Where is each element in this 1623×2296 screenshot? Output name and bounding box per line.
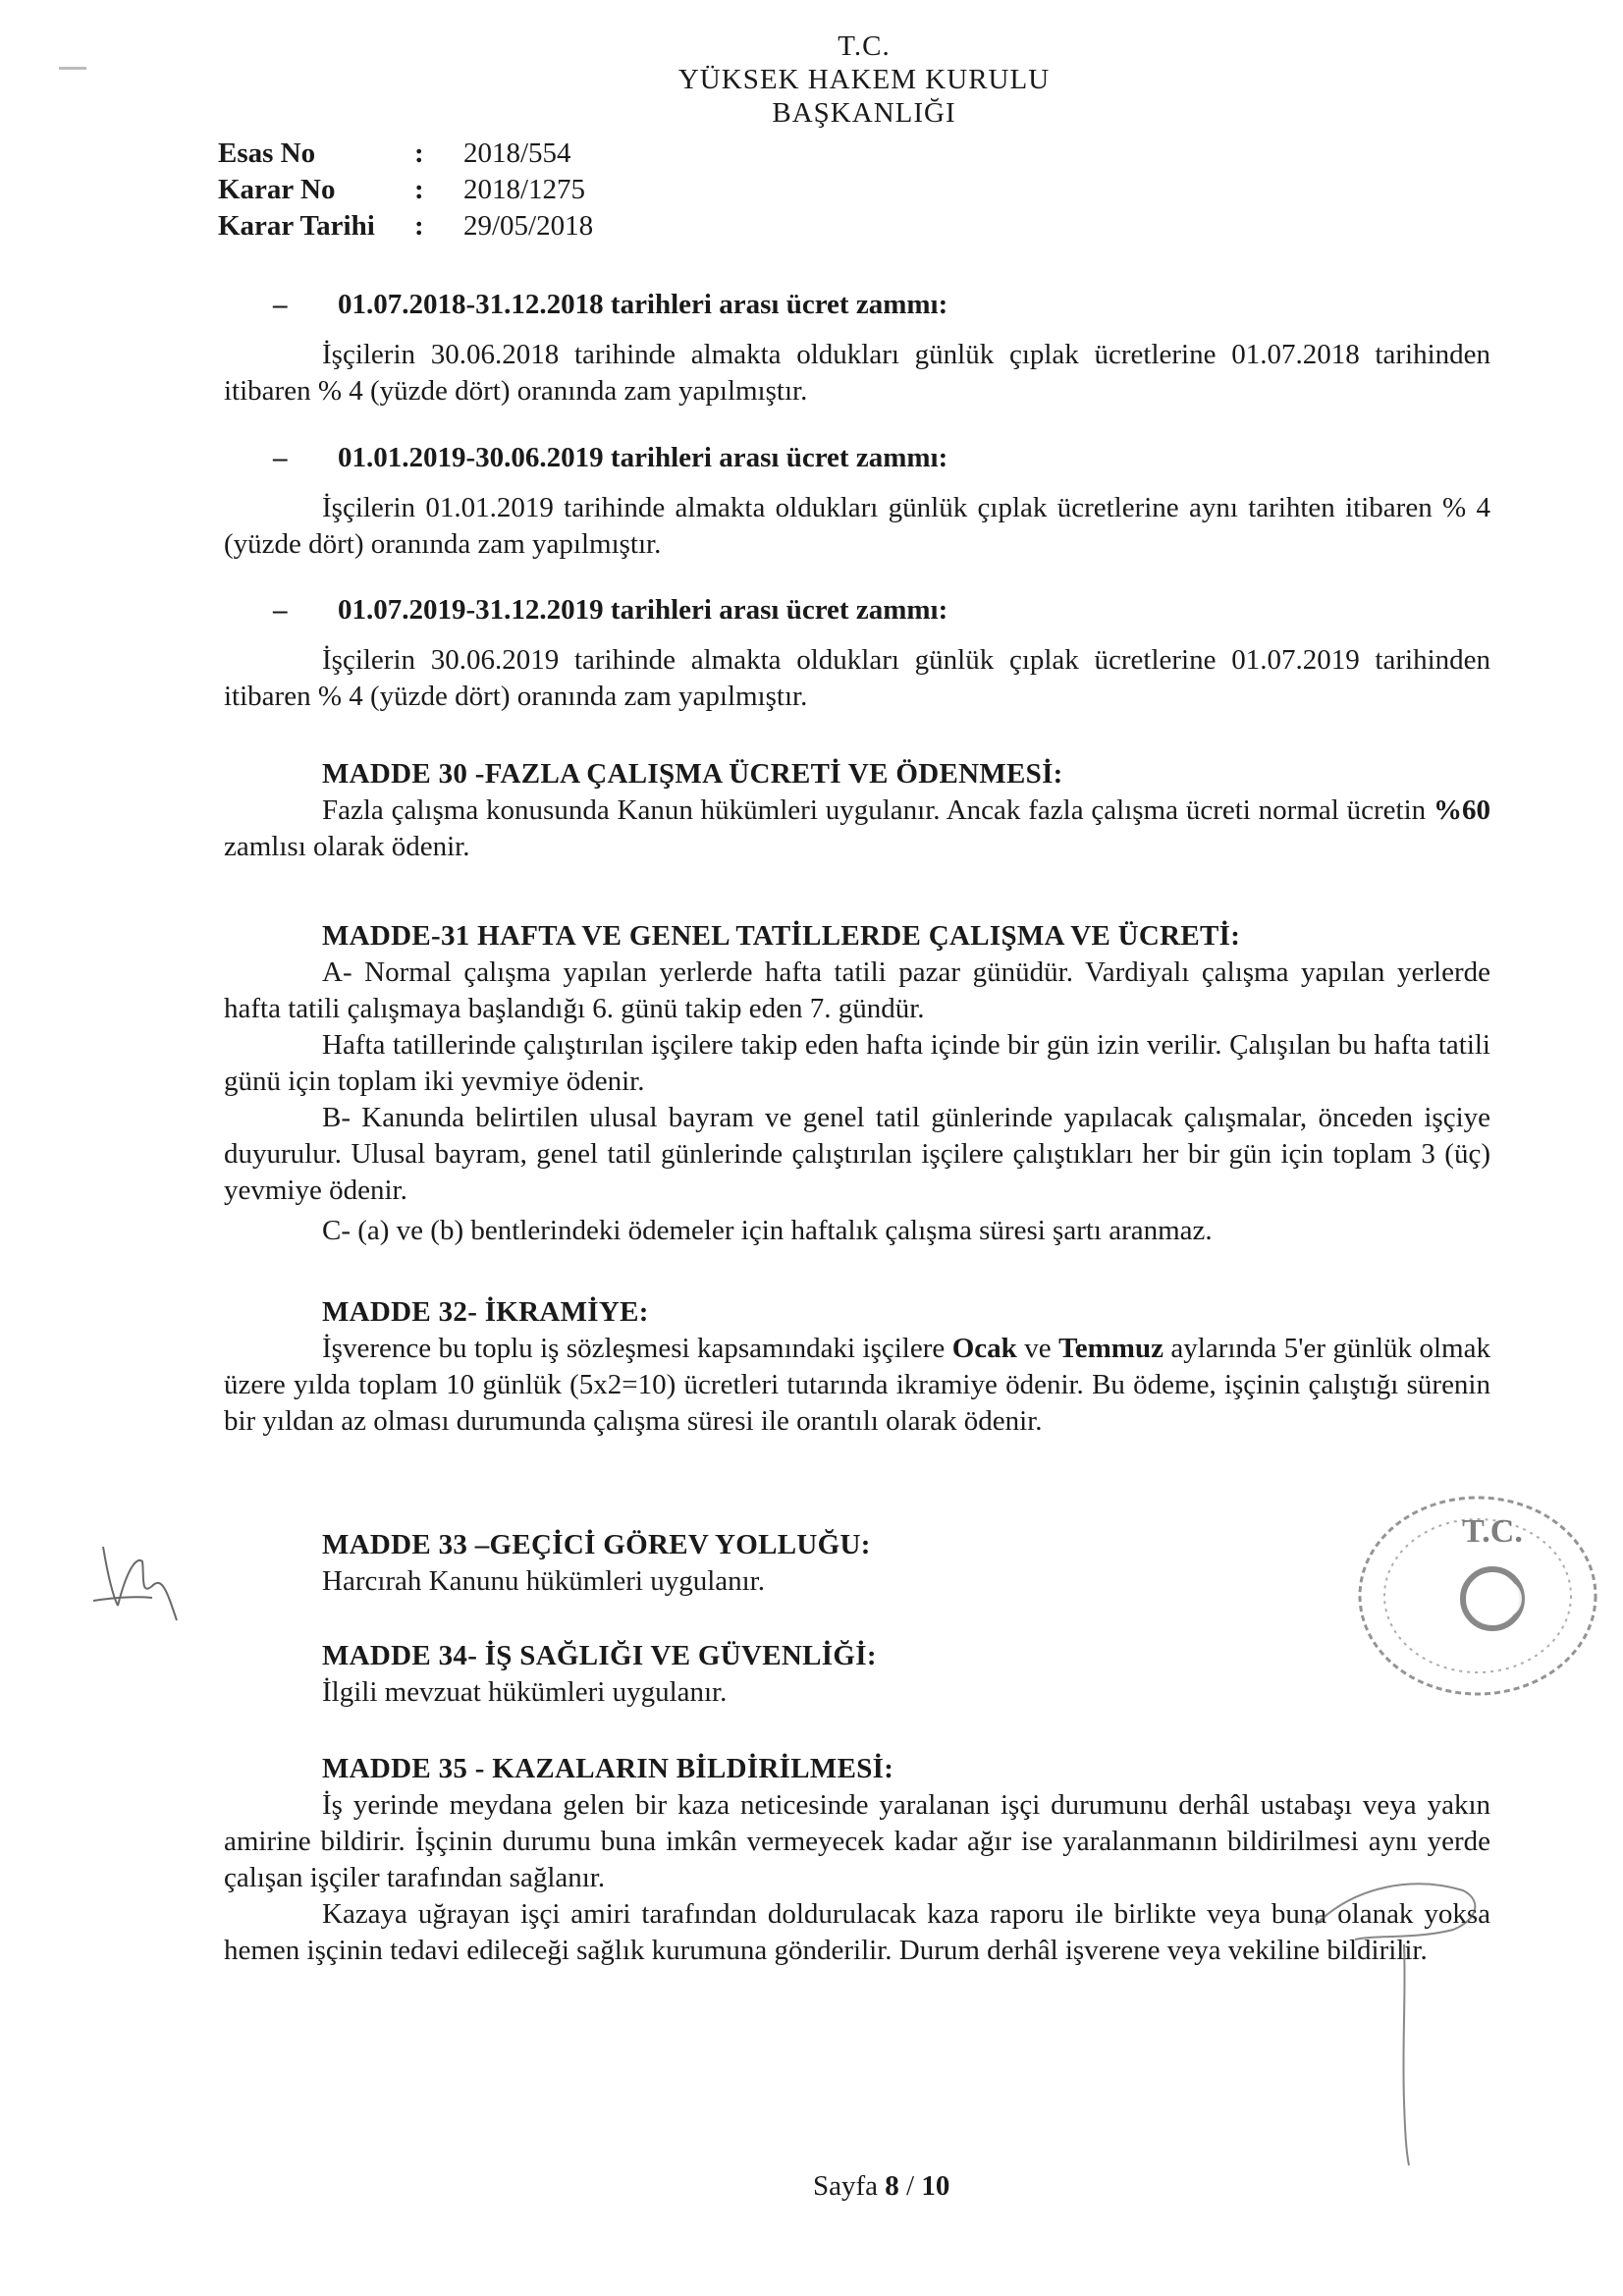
stamp-text: T.C. — [1462, 1513, 1523, 1550]
raise-heading-text: 01.07.2019-31.12.2019 tarihleri arası ücret zammı: — [338, 594, 948, 626]
article-text: İlgili mevzuat hükümleri uygulanır. — [322, 1676, 728, 1708]
article-31 — [224, 918, 1490, 1249]
article-heading: MADDE 35 - KAZALARIN BİLDİRİLMESİ: — [322, 1753, 894, 1784]
article-32 — [224, 1294, 1490, 1440]
case-metadata — [218, 136, 593, 245]
header-line-institution: YÜKSEK HAKEM KURULU — [677, 64, 1051, 95]
header-line-presidency: BAŞKANLIĞI — [772, 97, 956, 129]
official-stamp — [1345, 1483, 1610, 1709]
article-paragraph-a: A- Normal çalışma yapılan yerlerde hafta tatili pazar günüdür. Vardiyalı çalışma yapılan yerlerde hafta tatili çalışmaya başlandığı 6. günü takip eden 7. gündür. — [224, 957, 1490, 1024]
meta-key: Karar No — [218, 174, 336, 205]
meta-value: 2018/554 — [463, 137, 571, 169]
article-text-part: Fazla çalışma konusunda Kanun hükümleri uygulanır. Ancak fazla çalışma ücreti normal ücretin — [322, 794, 1434, 826]
raise-heading — [224, 440, 1490, 476]
meta-value: 29/05/2018 — [463, 210, 594, 242]
article-paragraph: Hafta tatillerinde çalıştırılan işçilere takip eden hafta içinde bir gün izin verilir. Çalışılan bu hafta tatili günü için toplam iki yevmiye ödenir. — [224, 1029, 1490, 1097]
article-paragraph: Kazaya uğrayan işçi amiri tarafından doldurulacak kaza raporu ile birlikte veya buna olanak yoksa hemen işçinin tedavi edileceği sağlık kurumuna gönderilir. Durum derhâl işverene veya vekiline bildirilir. — [224, 1898, 1490, 1966]
raise-section-3 — [224, 592, 1490, 715]
article-heading: MADDE 34- İŞ SAĞLIĞI VE GÜVENLİĞİ: — [322, 1640, 877, 1671]
meta-value: 2018/1275 — [463, 174, 586, 205]
article-text-part: zamlısı olarak ödenir. — [224, 831, 470, 862]
handwritten-initial — [83, 1527, 201, 1645]
raise-section-2 — [224, 440, 1490, 563]
raise-text: İşçilerin 30.06.2018 tarihinde almakta oldukları günlük çıplak ücretlerine 01.07.2018 tarihinden itibaren % 4 (yüzde dört) oranında zam yapılmıştır. — [224, 339, 1490, 407]
meta-key: Esas No — [218, 137, 316, 169]
meta-colon: : — [414, 174, 424, 205]
article-text-part: aylarında 5'er günlük olmak üzere yılda toplam 10 günlük (5x2=10) ücretleri tutarında ikramiye ödenir. Bu ödeme, işçinin çalıştığı sürenin bir yıldan az olması durumunda çalışma süresi ile orantılı olarak ödenir. — [224, 1333, 1490, 1437]
document-header — [550, 29, 1178, 130]
article-text-part: İşverence bu toplu iş sözleşmesi kapsamındaki işçilere — [322, 1333, 952, 1364]
raise-heading-text: 01.01.2019-30.06.2019 tarihleri arası ücret zammı: — [338, 442, 948, 473]
article-34 — [224, 1638, 1490, 1711]
raise-text: İşçilerin 01.01.2019 tarihinde almakta oldukları günlük çıplak ücretlerine aynı tarihten itibaren % 4 (yüzde dört) oranında zam yapılmıştır. — [224, 492, 1490, 560]
page-number-separator: / — [898, 2170, 922, 2202]
raise-dash: – — [273, 289, 288, 320]
raise-heading-text: 01.07.2018-31.12.2018 tarihleri arası ücret zammı: — [338, 289, 948, 320]
raise-dash: – — [273, 594, 288, 626]
article-text-bold: %60 — [1434, 794, 1490, 826]
article-text: Harcırah Kanunu hükümleri uygulanır. — [322, 1565, 765, 1597]
meta-row-esas — [218, 136, 593, 172]
article-heading: MADDE 32- İKRAMİYE: — [322, 1296, 649, 1328]
page-number — [813, 2170, 949, 2203]
article-paragraph-b: B- Kanunda belirtilen ulusal bayram ve genel tatil günlerinde yapılacak çalışmalar, önceden işçiye duyurulur. Ulusal bayram, genel tatil günlerinde çalıştırılan işçilere çalıştıkları her bir gün için toplam 3 (üç) yevmiye ödenir. — [224, 1102, 1490, 1206]
article-30 — [224, 756, 1490, 865]
article-heading: MADDE-31 HAFTA VE GENEL TATİLLERDE ÇALIŞMA VE ÜCRETİ: — [322, 920, 1241, 952]
meta-colon: : — [414, 210, 424, 242]
meta-row-karar — [218, 172, 593, 208]
raise-heading — [224, 287, 1490, 323]
article-paragraph-c: C- (a) ve (b) bentlerindeki ödemeler için haftalık çalışma süresi şartı aranmaz. — [322, 1215, 1213, 1246]
meta-key: Karar Tarihi — [218, 210, 375, 242]
article-text-bold: Ocak — [951, 1333, 1017, 1364]
article-text — [224, 1331, 1490, 1440]
article-paragraph: İş yerinde meydana gelen bir kaza neticesinde yaralanan işçi durumunu derhâl ustabaşı veya yakın amirine bildirir. İşçinin durumu buna imkân vermeyecek kadar ağır ise yaralanmanın bildirilmesi aynı yerde çalışan işçiler tarafından sağlanır. — [224, 1789, 1490, 1893]
meta-colon: : — [414, 137, 424, 169]
raise-section-1 — [224, 287, 1490, 410]
header-line-tc: T.C. — [838, 30, 891, 62]
raise-dash: – — [273, 442, 288, 473]
page-number-total: 10 — [921, 2170, 950, 2202]
article-33 — [224, 1527, 1490, 1600]
article-text-part: ve — [1016, 1333, 1059, 1364]
page-number-current: 8 — [885, 2170, 899, 2202]
meta-row-tarih — [218, 208, 593, 245]
page-number-prefix: Sayfa — [813, 2170, 886, 2202]
raise-text: İşçilerin 30.06.2019 tarihinde almakta oldukları günlük çıplak ücretlerine 01.07.2019 tarihinden itibaren % 4 (yüzde dört) oranında zam yapılmıştır. — [224, 644, 1490, 712]
scan-mark — [59, 67, 86, 70]
article-heading: MADDE 33 –GEÇİCİ GÖREV YOLLUĞU: — [322, 1529, 871, 1560]
article-text — [224, 793, 1490, 865]
raise-heading — [224, 592, 1490, 629]
article-heading: MADDE 30 -FAZLA ÇALIŞMA ÜCRETİ VE ÖDENMESİ: — [322, 758, 1063, 790]
article-text-bold: Temmuz — [1058, 1333, 1163, 1364]
handwritten-signature — [1296, 1846, 1512, 2170]
